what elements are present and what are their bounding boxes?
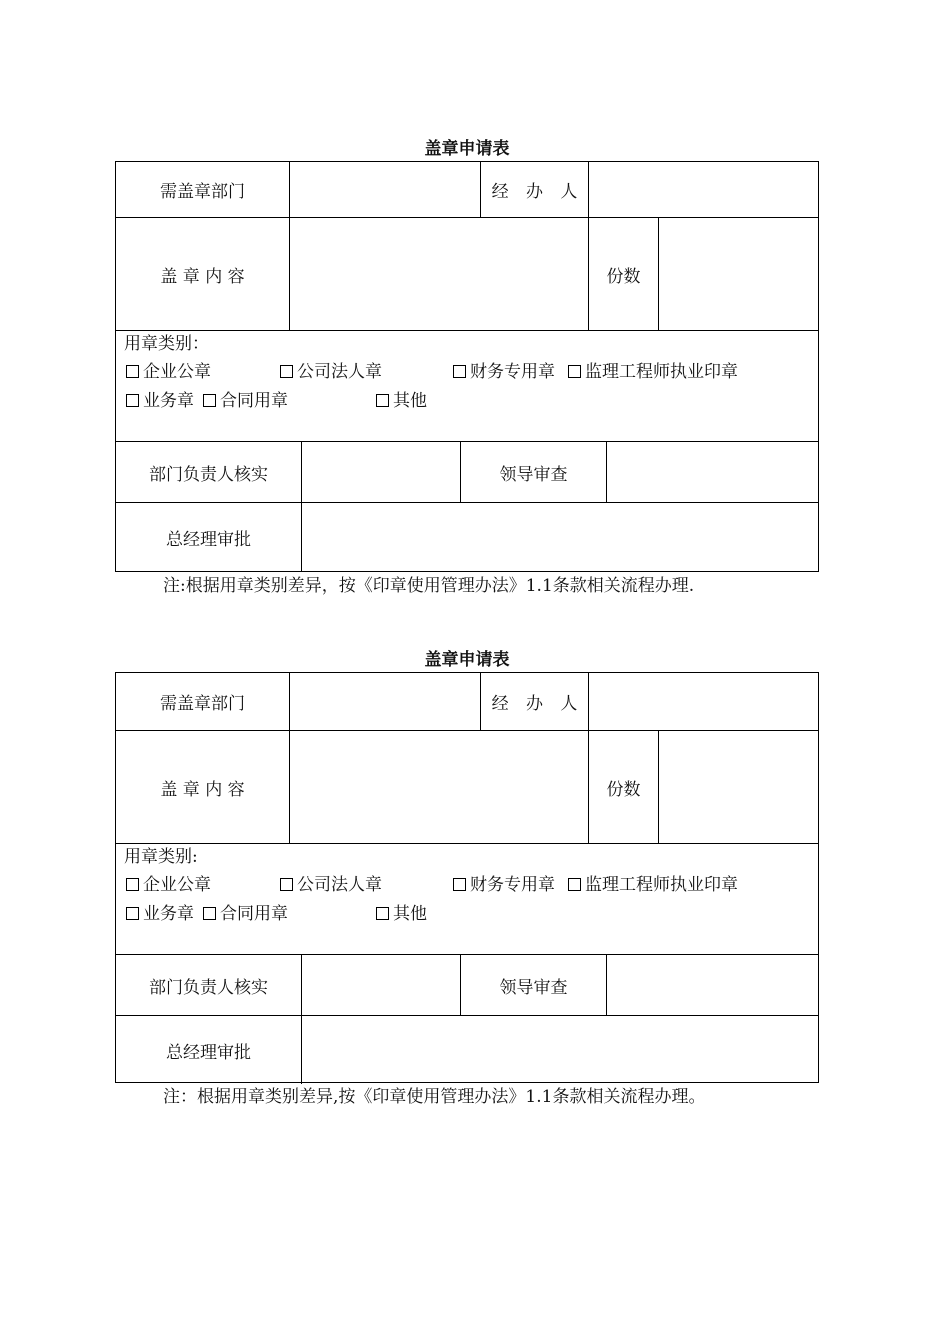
checkbox[interactable] xyxy=(203,394,216,407)
gm-label: 总经理审批 xyxy=(166,529,251,550)
dept-field[interactable] xyxy=(290,673,480,730)
copies-field[interactable] xyxy=(659,218,818,330)
content-label: 盖 章 内 容 xyxy=(160,779,245,800)
option-business-seal[interactable]: 业务章 xyxy=(126,387,194,416)
checkbox[interactable] xyxy=(453,878,466,891)
checkbox[interactable] xyxy=(453,365,466,378)
checkbox[interactable] xyxy=(126,365,139,378)
leader-field[interactable] xyxy=(607,442,818,502)
checkbox[interactable] xyxy=(203,907,216,920)
dept-label: 需盖章部门 xyxy=(160,694,245,714)
option-contract-seal[interactable]: 合同用章 xyxy=(203,387,288,416)
option-legal-rep-seal[interactable]: 公司法人章 xyxy=(280,871,382,900)
dept-field[interactable] xyxy=(290,162,480,217)
copies-label: 份数 xyxy=(606,779,641,800)
option-business-seal[interactable]: 业务章 xyxy=(126,900,194,929)
form-title: 盖章申请表 xyxy=(424,139,510,159)
dept-head-field[interactable] xyxy=(302,442,460,502)
checkbox[interactable] xyxy=(126,878,139,891)
handler-label: 经 办 人 xyxy=(491,694,584,714)
option-company-seal[interactable]: 企业公章 xyxy=(126,871,211,900)
option-other[interactable]: 其他 xyxy=(376,900,427,929)
option-contract-seal[interactable]: 合同用章 xyxy=(203,900,288,929)
dept-label: 需盖章部门 xyxy=(160,182,245,202)
leader-field[interactable] xyxy=(607,955,818,1015)
option-company-seal[interactable]: 企业公章 xyxy=(126,358,211,387)
form-table xyxy=(115,161,819,572)
form-title: 盖章申请表 xyxy=(424,650,510,670)
option-legal-rep-seal[interactable]: 公司法人章 xyxy=(280,358,382,387)
checkbox[interactable] xyxy=(376,394,389,407)
handler-field[interactable] xyxy=(589,162,818,217)
option-supervisor-seal[interactable]: 监理工程师执业印章 xyxy=(568,871,738,900)
leader-label: 领导审查 xyxy=(499,977,568,998)
handler-label: 经 办 人 xyxy=(491,182,584,202)
form-note: 注:根据用章类别差异，按《印章使用管理办法》1.1条款相关流程办理. xyxy=(163,576,695,596)
leader-label: 领导审查 xyxy=(499,464,568,485)
gm-label: 总经理审批 xyxy=(166,1042,251,1063)
option-other[interactable]: 其他 xyxy=(376,387,427,416)
option-finance-seal[interactable]: 财务专用章 xyxy=(453,871,555,900)
checkbox[interactable] xyxy=(280,365,293,378)
dept-head-label: 部门负责人核实 xyxy=(149,464,268,485)
dept-head-field[interactable] xyxy=(302,955,460,1015)
copies-field[interactable] xyxy=(659,731,818,843)
form-note: 注：根据用章类别差异,按《印章使用管理办法》1.1条款相关流程办理。 xyxy=(163,1087,706,1107)
content-label: 盖 章 内 容 xyxy=(160,266,245,287)
checkbox[interactable] xyxy=(280,878,293,891)
checkbox[interactable] xyxy=(126,394,139,407)
gm-field[interactable] xyxy=(302,503,818,571)
option-supervisor-seal[interactable]: 监理工程师执业印章 xyxy=(568,358,738,387)
content-field[interactable] xyxy=(290,731,588,843)
option-finance-seal[interactable]: 财务专用章 xyxy=(453,358,555,387)
checkbox[interactable] xyxy=(376,907,389,920)
content-field[interactable] xyxy=(290,218,588,330)
checkbox[interactable] xyxy=(568,878,581,891)
dept-head-label: 部门负责人核实 xyxy=(149,977,268,998)
handler-field[interactable] xyxy=(589,673,818,730)
checkbox[interactable] xyxy=(568,365,581,378)
copies-label: 份数 xyxy=(606,266,641,287)
form-table xyxy=(115,672,819,1083)
seal-type-label: 用章类别: xyxy=(124,847,198,867)
seal-type-label: 用章类别： xyxy=(124,334,209,354)
checkbox[interactable] xyxy=(126,907,139,920)
gm-field[interactable] xyxy=(302,1016,818,1084)
